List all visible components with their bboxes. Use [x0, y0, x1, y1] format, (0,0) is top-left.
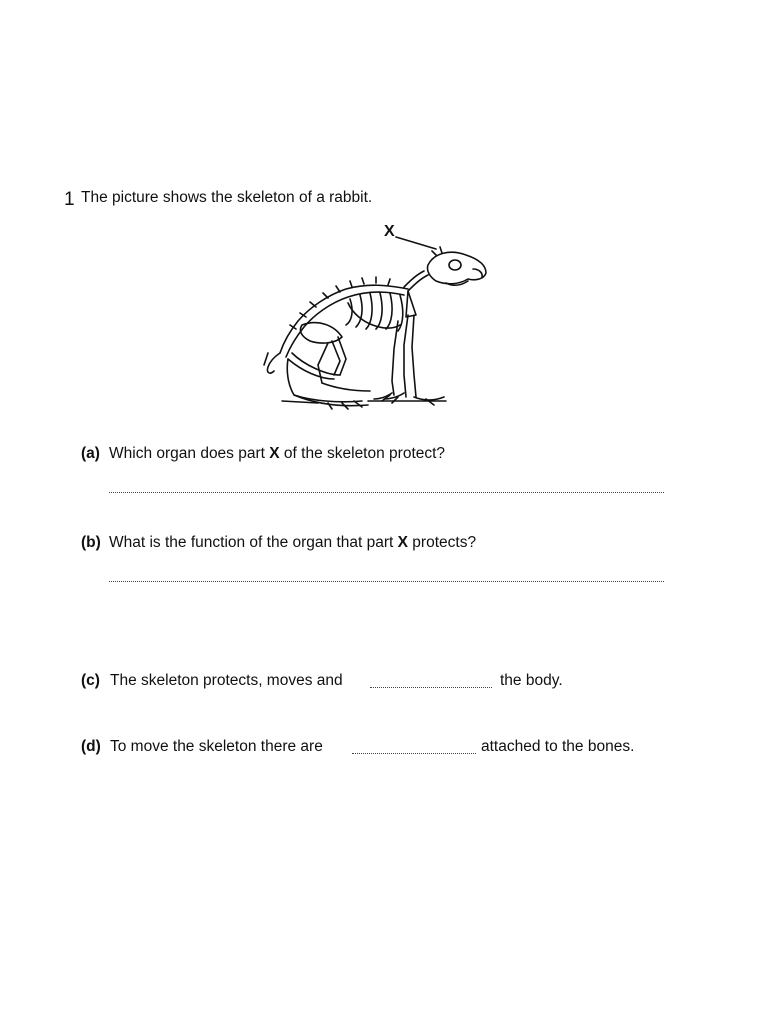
part-b-tag: (b): [81, 534, 101, 551]
part-a-question: Which organ does part X of the skeleton protect?: [109, 445, 446, 462]
part-b-question: What is the function of the organ that part X protects?: [109, 534, 477, 551]
figure-label-x: X: [384, 223, 395, 240]
part-d-text-after: attached to the bones.: [481, 738, 635, 755]
part-c-text-before: The skeleton protects, moves and: [110, 672, 343, 689]
part-d-answer-blank[interactable]: [352, 753, 476, 754]
question-intro: The picture shows the skeleton of a rabbit.: [81, 189, 373, 206]
part-a-tag: (a): [81, 445, 100, 462]
question-number: 1: [64, 189, 75, 210]
part-c-answer-blank[interactable]: [370, 687, 492, 688]
part-d-tag: (d): [81, 738, 101, 755]
part-d-text-before: To move the skeleton there are: [110, 738, 323, 755]
part-c-text-after: the body.: [500, 672, 563, 689]
part-b-answer-line[interactable]: [109, 581, 664, 582]
part-c-tag: (c): [81, 672, 100, 689]
part-a-answer-line[interactable]: [109, 492, 664, 493]
rabbit-skeleton-image: [258, 225, 508, 415]
